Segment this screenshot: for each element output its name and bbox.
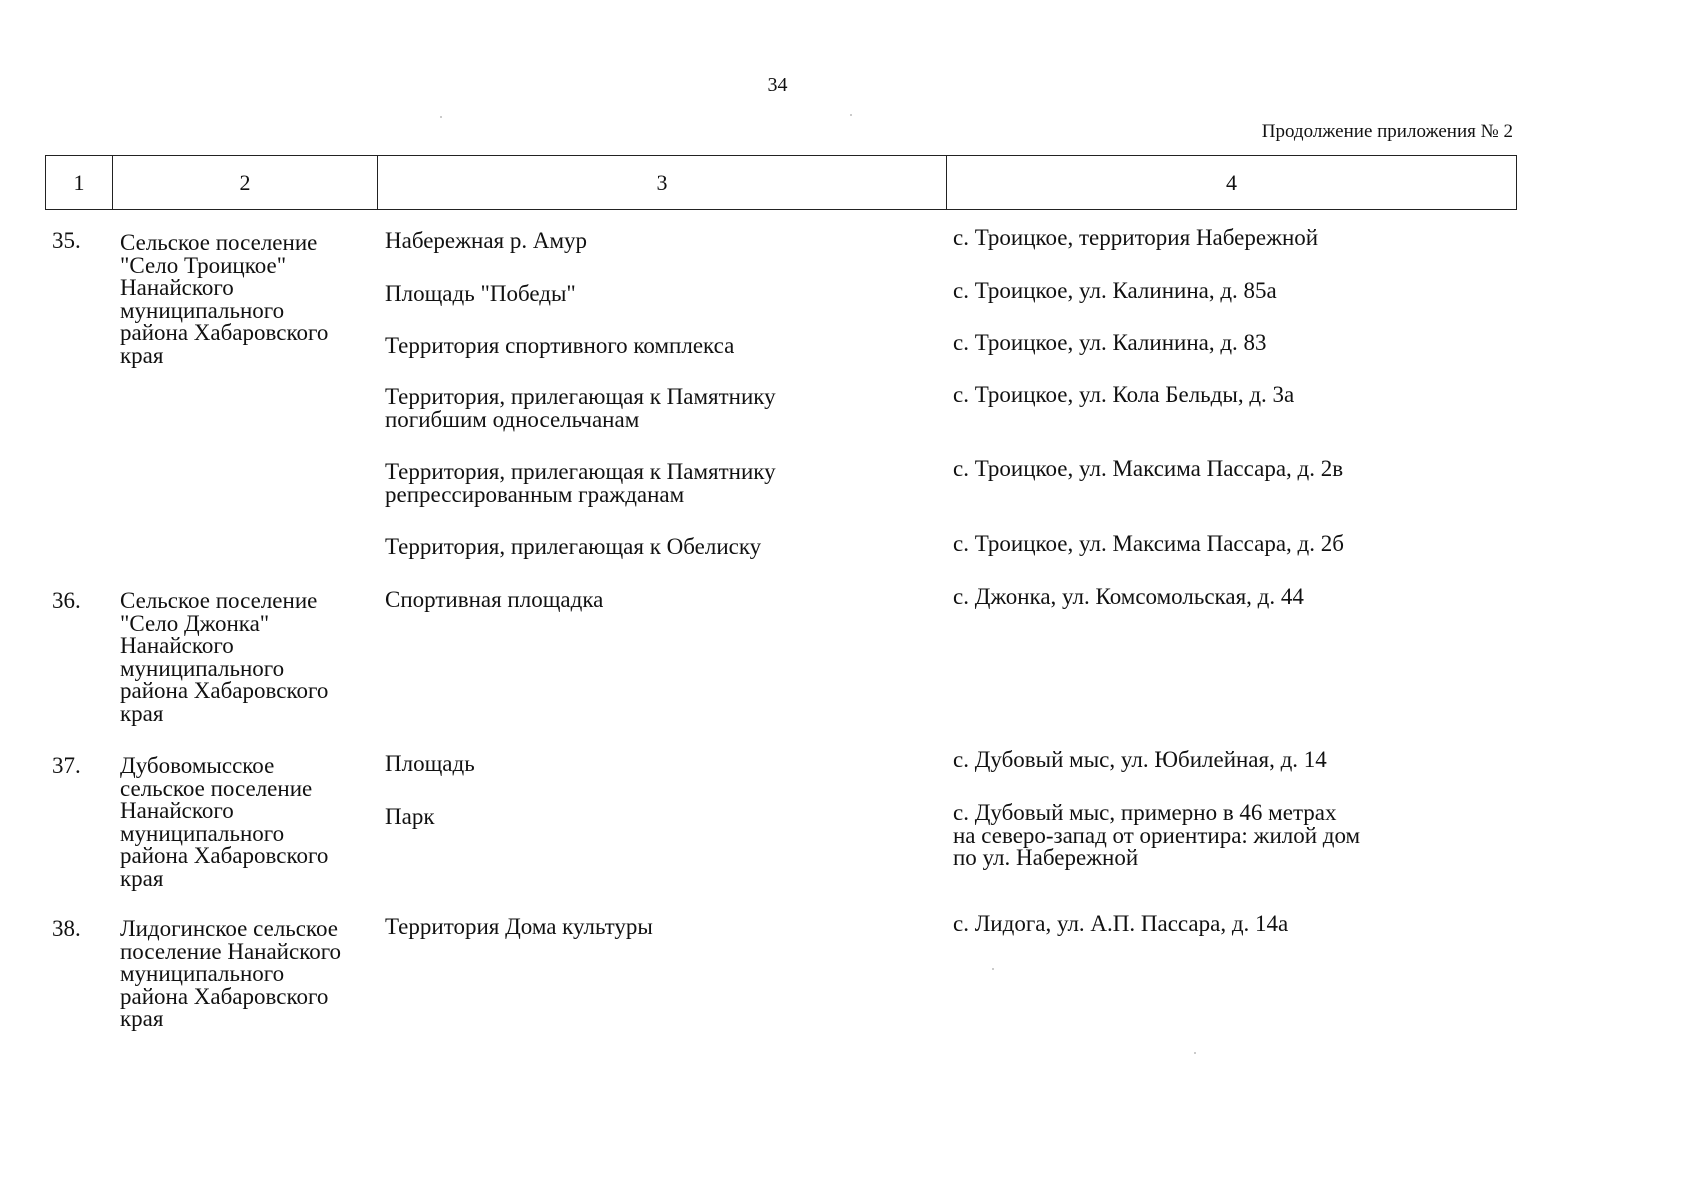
- settlement-name: Дубовомысское сельское поселение Нанайского муниципального района Хабаровского края: [120, 753, 329, 891]
- scan-speck: [440, 116, 442, 118]
- page-number: 34: [767, 74, 788, 96]
- object-name: Территория Дома культуры: [385, 914, 653, 939]
- object-name: Территория, прилегающая к Памятнику погибшим односельчанам: [385, 384, 776, 432]
- settlement-name: Лидогинское сельское поселение Нанайского муниципального района Хабаровского края: [120, 916, 342, 1031]
- row-number: 38.: [52, 916, 81, 941]
- object-address: с. Троицкое, территория Набережной: [953, 225, 1319, 250]
- object-address: с. Троицкое, ул. Калинина, д. 85а: [953, 278, 1277, 303]
- settlement-name: Сельское поселение "Село Джонка" Нанайского муниципального района Хабаровского края: [120, 588, 329, 726]
- object-address: с. Джонка, ул. Комсомольская, д. 44: [953, 584, 1304, 609]
- object-name: Территория спортивного комплекса: [385, 333, 735, 358]
- object-address: с. Троицкое, ул. Максима Пассара, д. 2б: [953, 531, 1344, 556]
- object-name: Территория, прилегающая к Памятнику репрессированным гражданам: [385, 459, 776, 507]
- column-header-4: 4: [947, 156, 1517, 210]
- object-address: с. Дубовый мыс, ул. Юбилейная, д. 14: [953, 747, 1327, 772]
- object-name: Территория, прилегающая к Обелиску: [385, 534, 762, 559]
- column-header-1: 1: [46, 156, 113, 210]
- object-name: Парк: [385, 804, 435, 829]
- row-number: 36.: [52, 588, 81, 613]
- column-header-row: [46, 156, 1517, 210]
- column-header-2: 2: [113, 156, 378, 210]
- object-name: Площадь "Победы": [385, 281, 576, 306]
- column-header-table: [45, 155, 1517, 210]
- object-address: с. Троицкое, ул. Максима Пассара, д. 2в: [953, 456, 1344, 481]
- scan-speck: [992, 968, 994, 970]
- object-name: Площадь: [385, 751, 475, 776]
- object-address: с. Троицкое, ул. Кола Бельды, д. 3а: [953, 382, 1295, 407]
- row-number: 35.: [52, 228, 81, 253]
- object-address: с. Лидога, ул. А.П. Пассара, д. 14а: [953, 911, 1289, 936]
- object-name: Набережная р. Амур: [385, 228, 588, 253]
- column-header-3: 3: [378, 156, 947, 210]
- scan-speck: [850, 114, 852, 116]
- settlement-name: Сельское поселение "Село Троицкое" Нанайского муниципального района Хабаровского края: [120, 230, 329, 368]
- object-name: Спортивная площадка: [385, 587, 604, 612]
- row-number: 37.: [52, 753, 81, 778]
- continuation-caption: Продолжение приложения № 2: [1261, 121, 1513, 142]
- object-address: с. Дубовый мыс, примерно в 46 метрах на северо-запад от ориентира: жилой дом по ул. Набережной: [953, 800, 1361, 870]
- object-address: с. Троицкое, ул. Калинина, д. 83: [953, 330, 1267, 355]
- scan-speck: [1194, 1052, 1196, 1054]
